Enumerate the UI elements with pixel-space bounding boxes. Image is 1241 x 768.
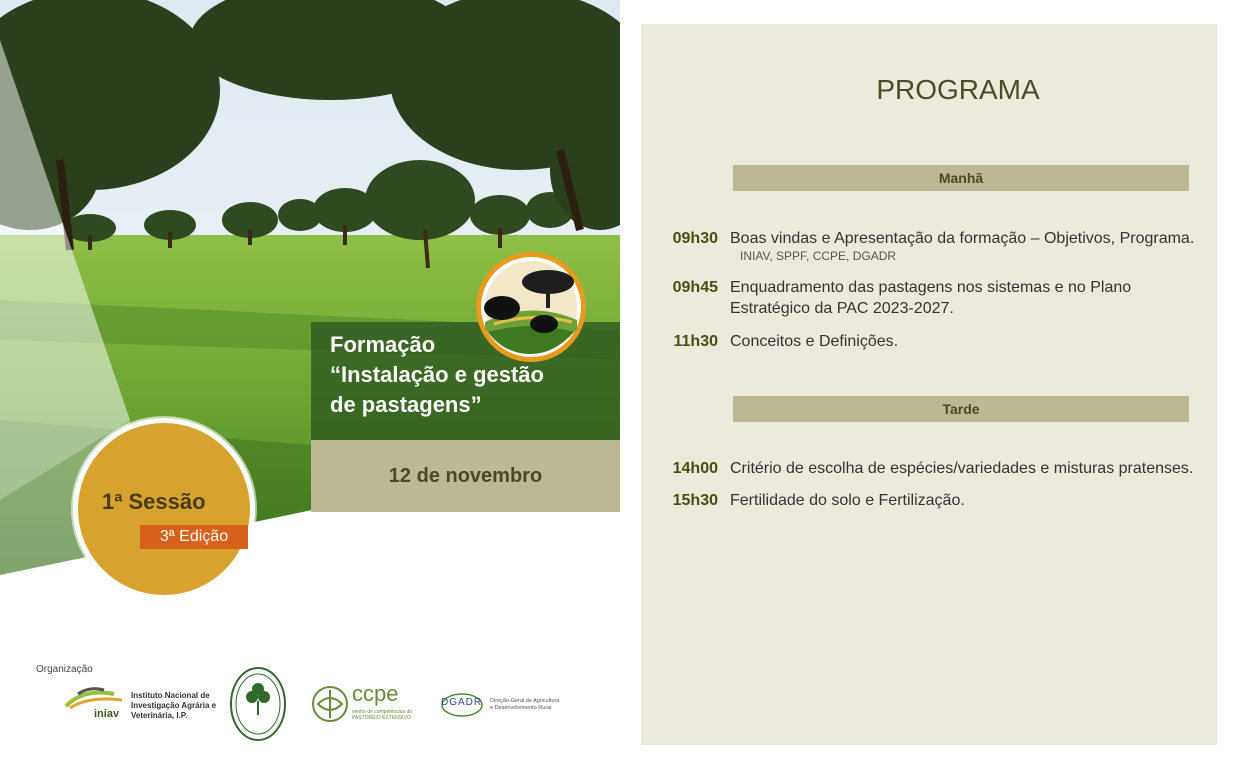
course-label: Formação bbox=[330, 332, 436, 357]
agenda-time: 14h00 bbox=[672, 460, 718, 477]
agenda-description: Conceitos e Definições. bbox=[730, 333, 899, 350]
pasture-seal-logo bbox=[474, 250, 588, 364]
agenda-time: 09h45 bbox=[672, 279, 718, 296]
agenda-item bbox=[660, 228, 1194, 263]
date-box bbox=[311, 440, 620, 512]
event-date: 12 de novembro bbox=[388, 464, 543, 487]
agenda-description: Enquadramento das pastagens nos sistemas e no Plano Estratégico da PAC 2023-2027. bbox=[730, 279, 1132, 317]
agenda-item bbox=[660, 458, 1193, 479]
agenda-description: Critério de escolha de espécies/variedades e misturas pratenses. bbox=[730, 460, 1194, 477]
spps-seal-logo bbox=[230, 667, 286, 746]
morning-section-bar: Manhã bbox=[733, 165, 1189, 191]
course-name: “Instalação e gestão de pastagens” bbox=[330, 362, 544, 417]
agenda-time: 15h30 bbox=[672, 492, 718, 509]
agenda-item bbox=[660, 331, 898, 352]
iniav-fullname: Instituto Nacional de Investigação Agrária e Veterinária, I.P. bbox=[131, 691, 217, 720]
agenda-time: 09h30 bbox=[672, 230, 718, 247]
dgadr-subtitle: Direção-Geral de Agricultura e Desenvolvimento Rural bbox=[490, 698, 560, 711]
agenda-item bbox=[660, 277, 1131, 319]
agenda-time: 11h30 bbox=[673, 333, 718, 350]
poster-left bbox=[0, 0, 620, 768]
ccpe-subtitle: centro de competências do PASTOREIO EXTENSIVO bbox=[352, 709, 413, 721]
afternoon-section-bar: Tarde bbox=[733, 396, 1189, 422]
organization-label: Organização bbox=[36, 664, 93, 675]
ccpe-wordmark: ccpe bbox=[352, 681, 399, 706]
program-panel bbox=[641, 24, 1217, 745]
agenda-description: Boas vindas e Apresentação da formação – Objetivos, Programa. bbox=[730, 230, 1195, 247]
agenda-speakers: INIAV, SPPF, CCPE, DGADR bbox=[740, 249, 897, 263]
iniav-wordmark: iniav bbox=[94, 708, 120, 720]
ccpe-logo bbox=[310, 684, 350, 729]
agenda-item bbox=[660, 490, 965, 511]
edition-badge: 3ª Edição bbox=[140, 525, 248, 549]
program-title: PROGRAMA bbox=[876, 74, 1040, 105]
agenda-description: Fertilidade do solo e Fertilização. bbox=[730, 492, 965, 509]
dgadr-wordmark: DGADR bbox=[441, 697, 483, 708]
session-label: 1ª Sessão bbox=[102, 489, 206, 514]
